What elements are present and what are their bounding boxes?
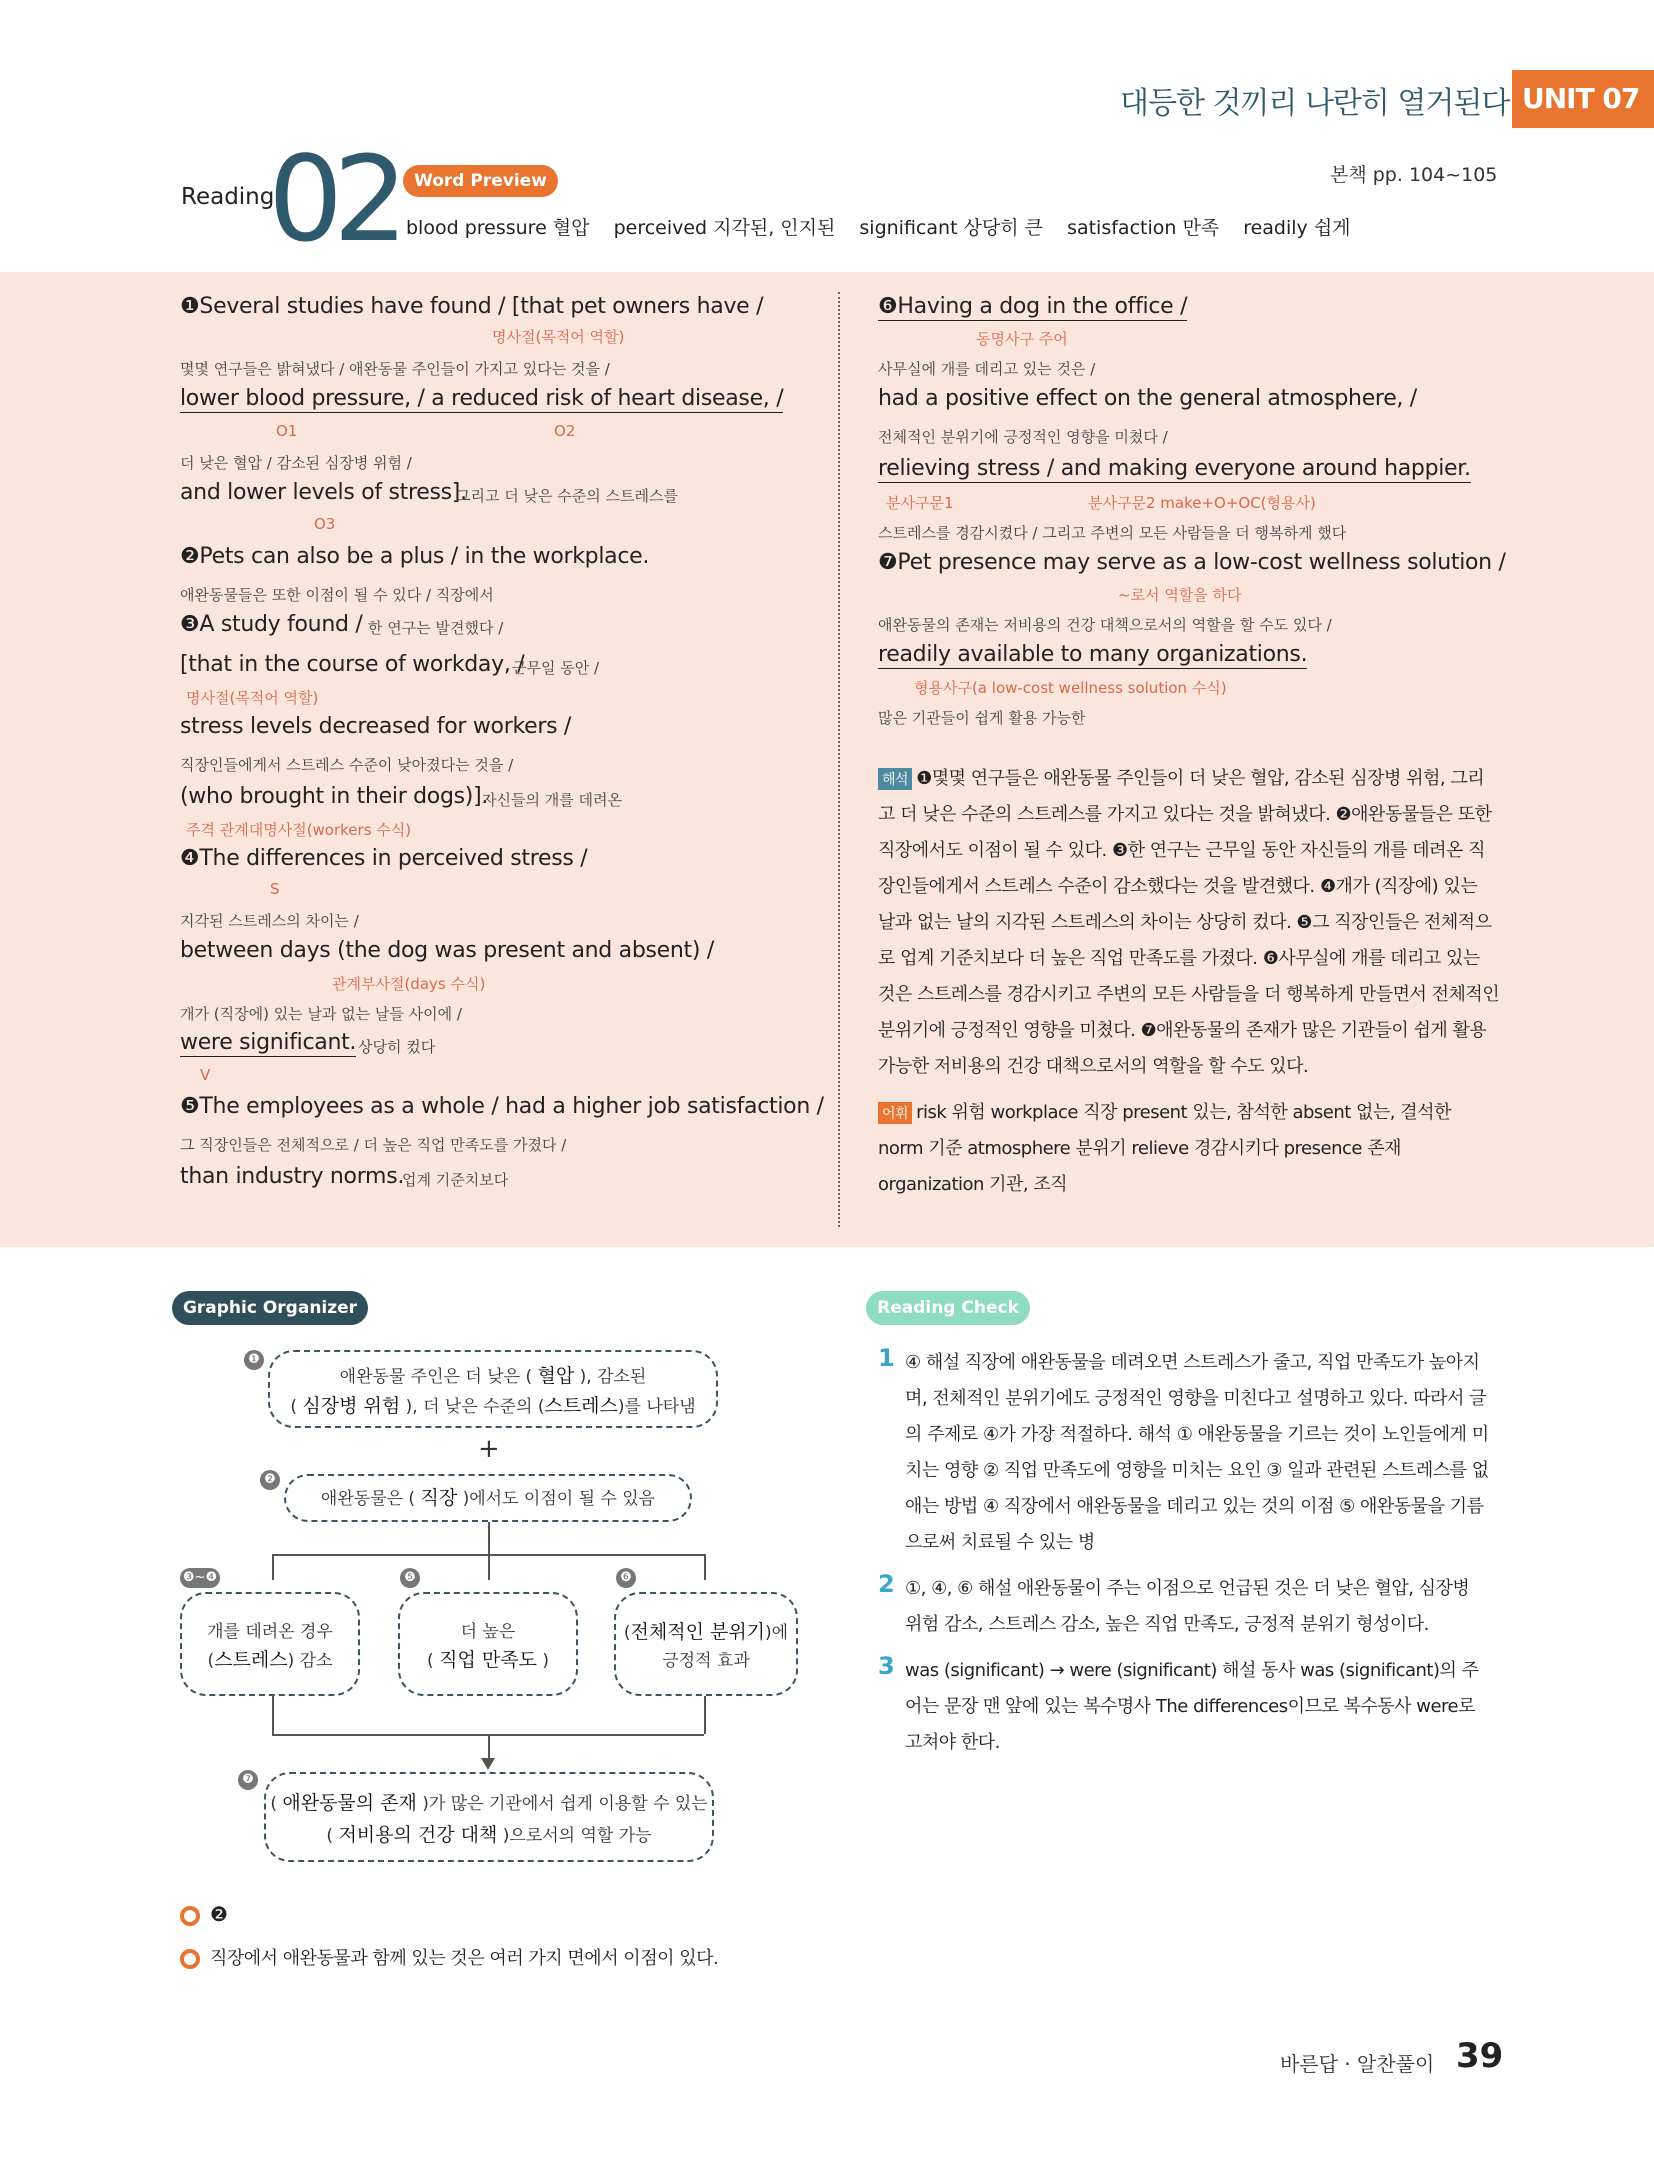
explanation-tag: 해석 <box>878 768 912 790</box>
translation-line: 직장인들에게서 스트레스 수준이 낮아졌다는 것을 / <box>180 756 514 774</box>
step-number: ❶ <box>244 1350 264 1370</box>
arrow-down-icon <box>481 1758 495 1770</box>
translation-line: 더 낮은 혈압 / 감소된 심장병 위험 / <box>180 454 412 472</box>
grammar-note: 분사구문1 <box>886 494 954 512</box>
footer-text: 바른답 · 알찬풀이 <box>1280 2052 1435 2076</box>
sentence-line: relieving stress / and making everyone around happier. <box>878 456 1471 481</box>
sentence-line: ❶Several studies have found / [that pet owners have / <box>180 294 764 319</box>
organizer-answer-1: ❷ <box>180 1902 228 1926</box>
answer-line: 어는 문장 맨 앞에 있는 복수명사 The differences이므로 복수동사 were로 <box>905 1696 1476 1717</box>
connector-line <box>704 1696 706 1734</box>
sentence-line: ❹The differences in perceived stress / <box>180 846 588 871</box>
sentence-line: stress levels decreased for workers / <box>180 714 572 739</box>
translation-line: 전체적인 분위기에 긍정적인 영향을 미쳤다 / <box>878 428 1168 446</box>
grammar-note: 명사절(목적어 역할) <box>186 689 319 707</box>
graphic-organizer-badge: Graphic Organizer <box>172 1291 368 1325</box>
explanation-line: 로 업계 기준치보다 더 높은 직업 만족도를 가졌다. ❻사무실에 개를 데리고 있는 <box>878 948 1480 969</box>
translation-line: 지각된 스트레스의 차이는 / <box>180 912 359 930</box>
explanation-line: 분위기에 긍정적인 영향을 미쳤다. ❼애완동물의 존재가 많은 기관들이 쉽게 활용 <box>878 1020 1487 1041</box>
word-item: readily 쉽게 <box>1243 217 1351 239</box>
answer-line: 애는 방법 ④ 직장에서 애완동물을 데리고 있는 것의 이점 ⑤ 애완동물을 기름 <box>905 1496 1484 1517</box>
reading-number: 02 <box>268 130 399 268</box>
connector-line <box>272 1696 274 1734</box>
translation-line: 많은 기관들이 쉽게 활용 가능한 <box>878 709 1086 727</box>
answer-line: was (significant) → were (significant) 해설 동사 was (significant)의 주 <box>905 1660 1479 1681</box>
answer-line: ①, ④, ⑥ 해설 애완동물이 주는 이점으로 언급된 것은 더 낮은 혈압, 심장병 <box>905 1578 1470 1599</box>
grammar-note: S <box>270 880 280 898</box>
explanation-line: 고 더 낮은 수준의 스트레스를 가지고 있다는 것을 밝혀냈다. ❷애완동물들은 또한 <box>878 804 1492 825</box>
answer-line: ④ 해설 직장에 애완동물을 데려오면 스트레스가 줄고, 직업 만족도가 높아지 <box>905 1352 1480 1373</box>
circle-bullet-icon <box>180 1906 200 1926</box>
step-number: ❸~❹ <box>180 1568 220 1588</box>
translation-line: 개가 (직장에) 있는 날과 없는 날들 사이에 / <box>180 1005 462 1023</box>
vocab-line: organization 기관, 조직 <box>878 1174 1068 1195</box>
translation-line: 업계 기준치보다 <box>402 1171 509 1189</box>
sentence-line: [that in the course of workday, / <box>180 652 525 677</box>
sentence-line: between days (the dog was present and absent) / <box>180 938 714 963</box>
grammar-note: ~로서 역할을 하다 <box>1118 586 1242 604</box>
organizer-box-2: 애완동물은 ( 직장 )에서도 이점이 될 수 있음 <box>284 1474 692 1522</box>
grammar-note: 분사구문2 make+O+OC(형용사) <box>1088 494 1316 512</box>
word-item: perceived 지각된, 인지된 <box>613 217 836 239</box>
sentence-line: had a positive effect on the general atmosphere, / <box>878 386 1417 411</box>
word-item: significant 상당히 큰 <box>859 217 1044 239</box>
translation-line: 한 연구는 발견했다 / <box>368 619 504 637</box>
sentence-line: ❺The employees as a whole / had a higher job satisfaction / <box>180 1094 824 1119</box>
translation-line: 애완동물들은 또한 이점이 될 수 있다 / 직장에서 <box>180 586 494 604</box>
page-number: 39 <box>1456 2036 1504 2076</box>
explanation-line: ❶몇몇 연구들은 애완동물 주인들이 더 낮은 혈압, 감소된 심장병 위험, 그리 <box>916 768 1485 789</box>
connector-line <box>488 1522 490 1580</box>
organizer-box-6: ( 애완동물의 존재 )가 많은 기관에서 쉽게 이용할 수 있는 ( 저비용의 건강 대책 )으로서의 역할 가능 <box>264 1772 714 1862</box>
question-number: 3 <box>878 1652 895 1680</box>
circle-bullet-icon <box>180 1949 200 1969</box>
sentence-line: lower blood pressure, / a reduced risk of heart disease, / <box>180 386 784 411</box>
unit-badge: UNIT 07 <box>1512 70 1654 128</box>
word-item: satisfaction 만족 <box>1067 217 1220 239</box>
chapter-title: 대등한 것끼리 나란히 열거된다 <box>1120 86 1510 121</box>
translation-line: 애완동물의 존재는 저비용의 건강 대책으로서의 역할을 할 수도 있다 / <box>878 616 1332 634</box>
column-divider <box>838 292 840 1227</box>
organizer-box-1: 애완동물 주인은 더 낮은 ( 혈압 ), 감소된 ( 심장병 위험 ), 더 낮은 수준의 (스트레스)를 나타냄 <box>268 1350 718 1428</box>
sentence-line: than industry norms. <box>180 1164 405 1189</box>
reading-check-badge: Reading Check <box>866 1291 1030 1325</box>
explanation-line: 직장에서도 이점이 될 수 있다. ❸한 연구는 근무일 동안 자신들의 개를 데려온 직 <box>878 840 1486 861</box>
sentence-line: were significant. <box>180 1030 357 1055</box>
grammar-note: 관계부사절(days 수식) <box>332 975 486 993</box>
translation-line: 몇몇 연구들은 밝혀냈다 / 애완동물 주인들이 가지고 있다는 것을 / <box>180 360 610 378</box>
sentence-line: ❷Pets can also be a plus / in the workplace. <box>180 544 650 569</box>
explanation-line: 장인들에게서 스트레스 수준이 감소했다는 것을 발견했다. ❹개가 (직장에) 있는 <box>878 876 1478 897</box>
sentence-line: ❻Having a dog in the office / <box>878 294 1188 319</box>
step-number: ❷ <box>260 1470 280 1490</box>
sentence-line: readily available to many organizations. <box>878 642 1308 667</box>
organizer-answer-2: 직장에서 애완동물과 함께 있는 것은 여러 가지 면에서 이점이 있다. <box>180 1944 718 1970</box>
grammar-note: 명사절(목적어 역할) <box>492 328 625 346</box>
vocab-tag: 어휘 <box>878 1102 912 1124</box>
step-number: ❼ <box>238 1770 258 1790</box>
translation-line: 그리고 더 낮은 수준의 스트레스를 <box>456 487 678 505</box>
grammar-note: O3 <box>314 515 336 533</box>
vocab-line: risk 위험 workplace 직장 present 있는, 참석한 absent 없는, 결석한 <box>916 1102 1451 1123</box>
explanation-line: 것은 스트레스를 경감시키고 주변의 모든 사람들을 더 행복하게 만들면서 전체적인 <box>878 984 1500 1005</box>
answer-line: 으로써 치료될 수 있는 병 <box>905 1532 1095 1553</box>
page-reference: 본책 pp. 104~105 <box>1330 164 1498 186</box>
sentence-line: (who brought in their dogs)]. <box>180 784 489 809</box>
vocab-line: norm 기준 atmosphere 분위기 relieve 경감시키다 presence 존재 <box>878 1138 1401 1159</box>
answer-line: 치는 영향 ② 직업 만족도에 영향을 미치는 요인 ③ 일과 관련된 스트레스를 없 <box>905 1460 1489 1481</box>
translation-line: 근무일 동안 / <box>512 659 600 677</box>
organizer-box-4: 더 높은 ( 직업 만족도 ) <box>398 1592 578 1696</box>
translation-line: 상당히 컸다 <box>358 1038 436 1056</box>
connector-line <box>272 1554 274 1580</box>
answer-line: 위험 감소, 스트레스 감소, 높은 직업 만족도, 긍정적 분위기 형성이다. <box>905 1614 1429 1635</box>
grammar-note: 동명사구 주어 <box>976 330 1068 348</box>
answer-line: 고쳐야 한다. <box>905 1732 1000 1753</box>
organizer-box-5: (전체적인 분위기)에 긍정적 효과 <box>614 1592 798 1696</box>
question-number: 2 <box>878 1570 895 1598</box>
step-number: ❻ <box>616 1568 636 1588</box>
grammar-note: 형용사구(a low-cost wellness solution 수식) <box>914 679 1227 697</box>
reading-label: Reading <box>181 184 275 210</box>
sentence-line: ❼Pet presence may serve as a low-cost wellness solution / <box>878 550 1506 575</box>
word-preview-list <box>406 213 1369 240</box>
answer-line: 며, 전체적인 분위기에도 긍정적인 영향을 미친다고 설명하고 있다. 따라서 글 <box>905 1388 1486 1409</box>
translation-line: 자신들의 개를 데려온 <box>482 791 622 809</box>
question-number: 1 <box>878 1344 895 1372</box>
translation-line: 스트레스를 경감시켰다 / 그리고 주변의 모든 사람들을 더 행복하게 했다 <box>878 524 1347 542</box>
sentence-line: and lower levels of stress]. <box>180 480 467 505</box>
translation-line: 그 직장인들은 전체적으로 / 더 높은 직업 만족도를 가졌다 / <box>180 1136 567 1154</box>
grammar-note: V <box>200 1066 211 1084</box>
sentence-line: ❸A study found / <box>180 612 363 637</box>
connector-line <box>272 1554 704 1556</box>
explanation-line: 가능한 저비용의 건강 대책으로서의 역할을 할 수도 있다. <box>878 1056 1309 1077</box>
word-preview-badge: Word Preview <box>403 165 558 197</box>
word-item: blood pressure 혈압 <box>406 217 590 239</box>
plus-sign: + <box>478 1434 500 1464</box>
explanation-line: 날과 없는 날의 지각된 스트레스의 차이는 상당히 컸다. ❺그 직장인들은 전체적으 <box>878 912 1492 933</box>
step-number: ❺ <box>400 1568 420 1588</box>
grammar-note: 주격 관계대명사절(workers 수식) <box>186 821 412 839</box>
grammar-note: O1 <box>276 422 298 440</box>
organizer-box-3: 개를 데려온 경우 (스트레스) 감소 <box>180 1592 360 1696</box>
translation-line: 사무실에 개를 데리고 있는 것은 / <box>878 360 1096 378</box>
connector-line <box>704 1554 706 1580</box>
grammar-note: O2 <box>554 422 576 440</box>
answer-line: 의 주제로 ④가 가장 적절하다. 해석 ① 애완동물을 기르는 것이 노인들에게 미 <box>905 1424 1489 1445</box>
